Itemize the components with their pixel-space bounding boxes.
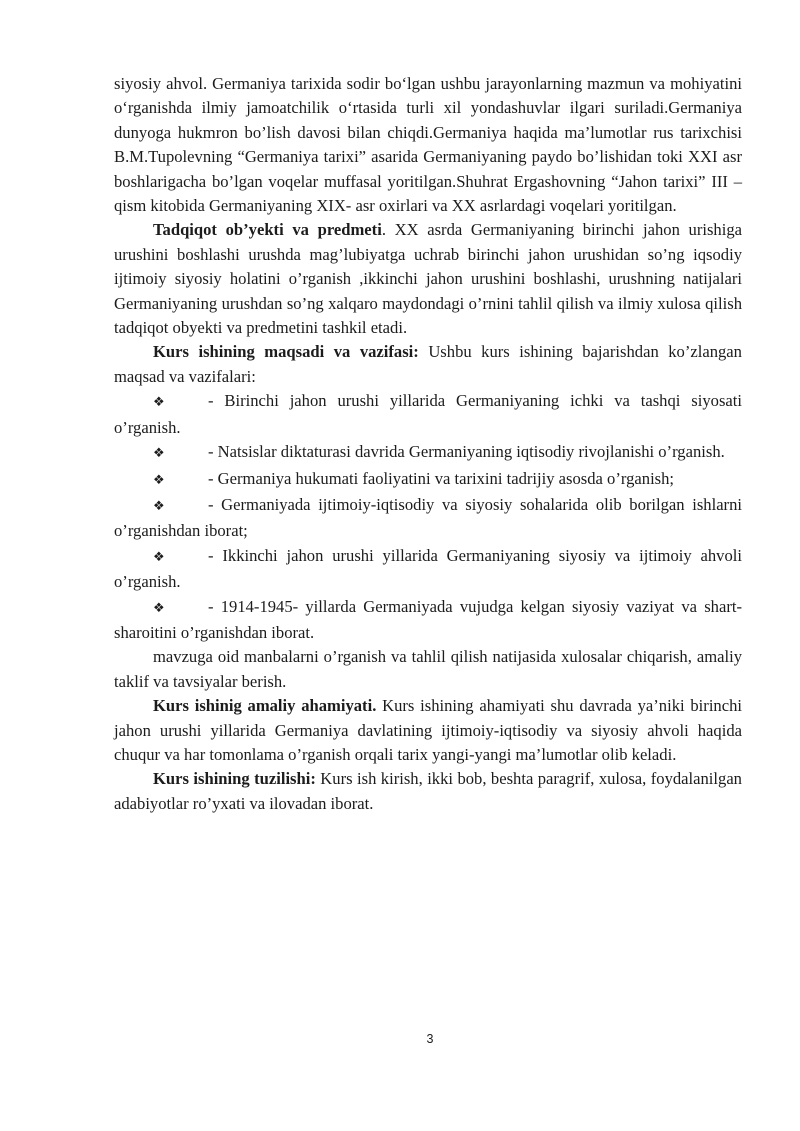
goal-list-item-text: - Birinchi jahon urushi yillarida Germaniyaning ichki va tashqi siyosati o’rganish. bbox=[114, 391, 742, 437]
structure-text: Kurs ish kirish, ikki bob, beshta paragrif, xulosa, foydalanilgan adabiyotlar ro’yxati va ilovadan iborat. bbox=[114, 769, 742, 813]
document-page bbox=[114, 72, 742, 816]
research-object-text: . XX asrda Germaniyaning birinchi jahon urishiga urushini boshlashi urushda mag’lubiyatga uchrab birinchi jahon urushidan so’ng iqsodiy ijtimoiy siyosiy holatini o’rganish ,ikkinchi jahon urushini boshlashi, urushning natijalari Germaniyaning urushdan so’ng xalqaro maydondagi o’rnini tahlil qilish va ilmiy xulosa qilish tadqiqot obyekti va predmetini tashkil etadi. bbox=[114, 220, 743, 338]
goal-list-item bbox=[114, 467, 742, 493]
goals-paragraph bbox=[114, 340, 742, 389]
practical-significance-text: Kurs ishining ahamiyati shu davrada ya’niki birinchi jahon urushi yillarida Germaniya davlatining ijtimoiy-iqtisodiy va siyosiy ahvoli haqida chuqur va har tomonlama o’rganish orqali tarix yangi-yangi ma’lumotlar olib keladi. bbox=[114, 696, 742, 764]
diamond-dots-icon: ❖ bbox=[153, 600, 165, 616]
goal-list-item-text: - 1914-1945- yillarda Germaniyada vujudga kelgan siyosiy vaziyat va shart-sharoitini o’rganishdan iborat. bbox=[114, 596, 742, 642]
structure-heading: Kurs ishining tuzilishi: bbox=[153, 769, 316, 789]
goal-list-item bbox=[114, 544, 742, 595]
practical-significance-heading: Kurs ishinig amaliy ahamiyati. bbox=[153, 696, 377, 716]
goal-list-item bbox=[114, 595, 742, 646]
diamond-dots-icon: ❖ bbox=[153, 395, 165, 411]
sources-paragraph: mavzuga oid manbalarni o’rganish va tahlil qilish natijasida xulosalar chiqarish, amaliy taklif va tavsiyalar berish. bbox=[114, 647, 742, 691]
diamond-dots-icon: ❖ bbox=[153, 498, 165, 514]
research-object-heading: Tadqiqot ob’yekti va predmeti bbox=[153, 220, 382, 240]
diamond-dots-icon: ❖ bbox=[153, 472, 165, 488]
research-object-paragraph bbox=[114, 218, 742, 340]
goal-list-item bbox=[114, 493, 742, 544]
practical-significance-paragraph bbox=[114, 694, 742, 767]
goals-heading: Kurs ishining maqsadi va vazifasi: bbox=[153, 342, 419, 362]
diamond-dots-icon: ❖ bbox=[153, 549, 165, 565]
intro-paragraph: siyosiy ahvol. Germaniya tarixida sodir bo‘lgan ushbu jarayonlarning mazmun va mohiyatini o‘rganishda ilmiy jamoatchilik o‘rtasida turli xil yondashuvlar ilgari suriladi.Germaniya dunyoga hukmron bo’lish davosi bilan chiqdi.Germaniya haqida ma’lumotlar rus tarixchisi B.M.Tupolevning “Germaniya tarixi” asarida Germaniyaning paydo bo’lishidan toki XXI asr boshlarigacha bo’lgan voqelar muffasal yoritilgan.Shuhrat Ergashovning “Jahon tarixi” III – qism kitobida Germaniyaning XIX- asr oxirlari va XX asrlardagi voqelari yoritilgan. bbox=[114, 74, 742, 216]
goal-list-item-text: - Germaniya hukumati faoliyatini va tarixini tadrijiy asosda o’rganish; bbox=[208, 468, 675, 488]
goal-list-item-text: - Ikkinchi jahon urushi yillarida Germaniyaning siyosiy va ijtimoiy ahvoli o’rganish. bbox=[114, 545, 742, 592]
goal-list-item bbox=[114, 440, 742, 466]
goals-text: Ushbu kurs ishining bajarishdan ko’zlangan maqsad va vazifalari: bbox=[114, 342, 742, 386]
structure-paragraph bbox=[114, 767, 742, 816]
goal-list-item-text: - Germaniyada ijtimoiy-iqtisodiy va siyosiy sohalarida olib borilgan ishlarni o’rganishdan iborat; bbox=[114, 494, 742, 541]
page-number: 3 bbox=[426, 1032, 434, 1046]
goal-list-item bbox=[114, 389, 742, 440]
goal-list-item-text: - Natsislar diktaturasi davrida Germaniyaning iqtisodiy rivojlanishi o’rganish. bbox=[208, 442, 725, 462]
diamond-dots-icon: ❖ bbox=[153, 446, 165, 462]
